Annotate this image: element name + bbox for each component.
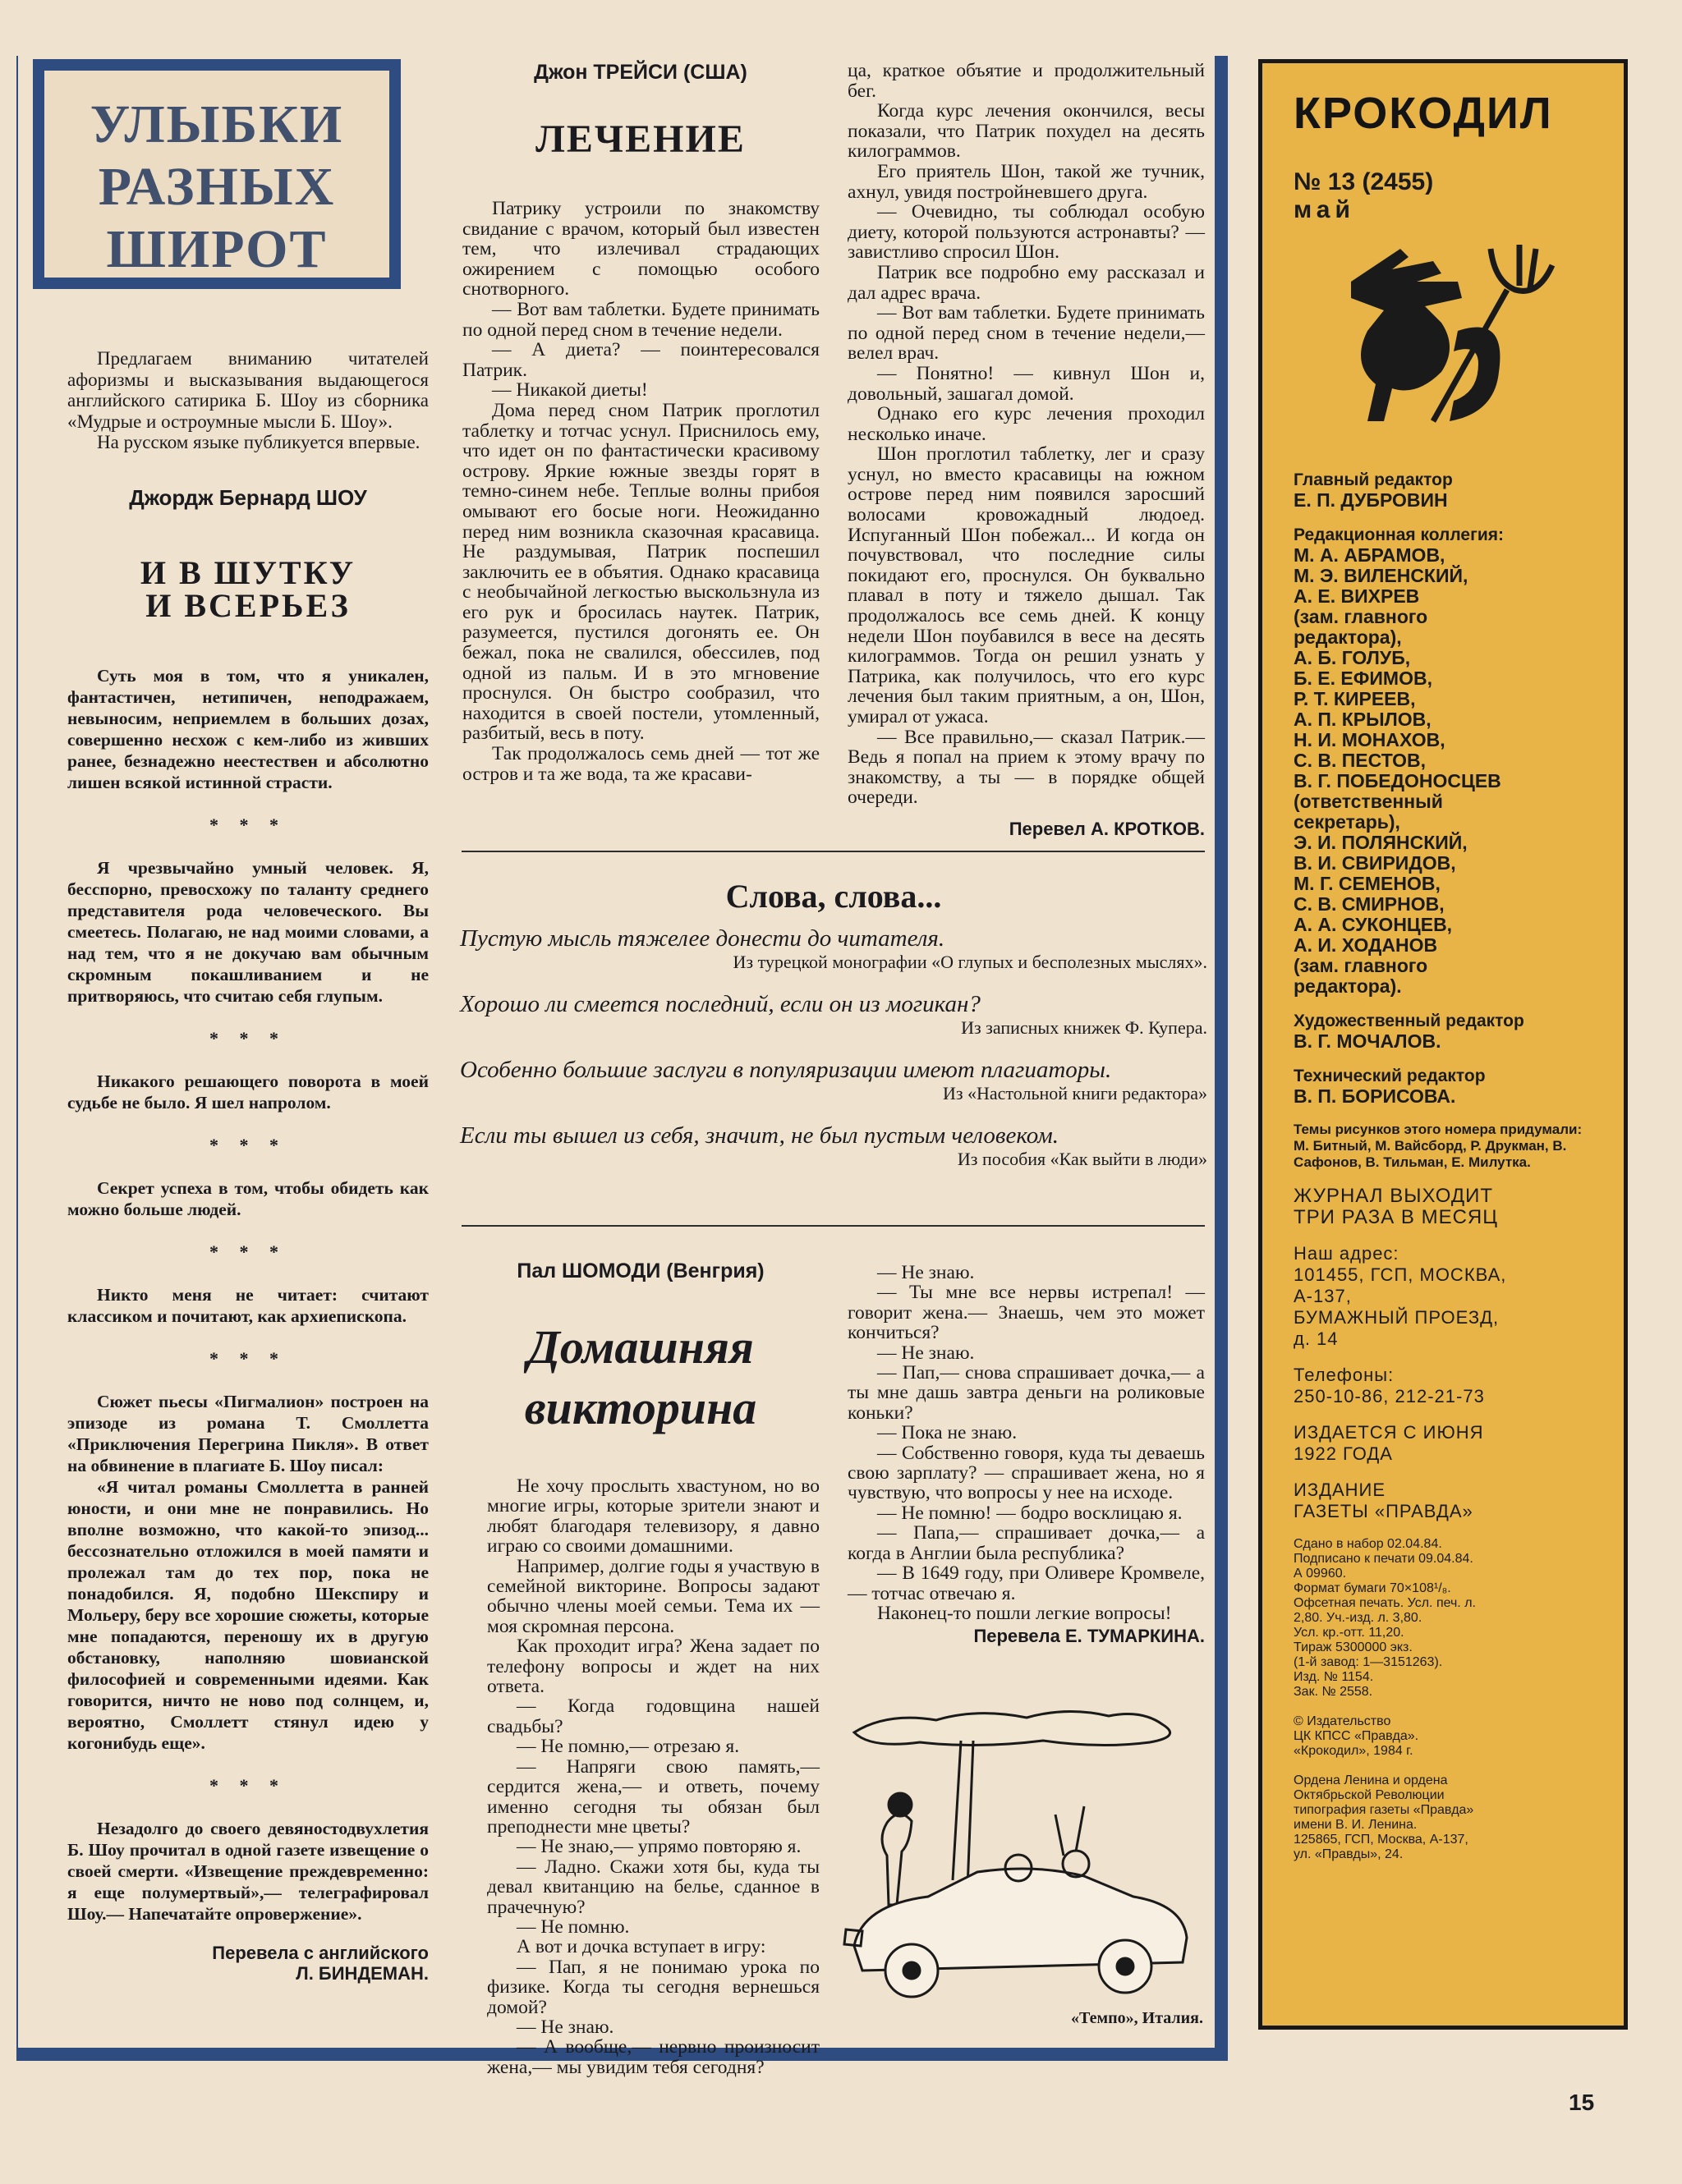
treatment-title: ЛЕЧЕНИЕ: [535, 117, 746, 161]
phones: Телефоны: 250-10-86, 212-21-73: [1294, 1365, 1485, 1406]
print-info: Сдано в набор 02.04.84. Подписано к печати 09.04.84. А 09960. Формат бумаги 70×108¹/₈. Офсетная печать. Усл. печ. л. 2,80. Уч.-изд. л. 3,80. Усл. кр.-отт. 11,20. Тираж 5300000 экз. (1-й завод: 1—3151263). Изд. № 1154. Зак. № 2558.: [1294, 1537, 1476, 1699]
words-quote: Пустую мысль тяжелее донести до читателя.: [460, 925, 945, 952]
aphorism: Никто меня не читает: считают классиком и почитают, как архиепископа.: [67, 1284, 429, 1326]
separator: * * *: [209, 1134, 287, 1155]
quiz-author: Пал ШОМОДИ (Венгрия): [517, 1259, 765, 1282]
address: Наш адрес: 101455, ГСП, МОСКВА, А-137, БУМАЖНЫЙ ПРОЕЗД, д. 14: [1294, 1243, 1507, 1349]
tech-editor: В. П. БОРИСОВА.: [1294, 1085, 1456, 1107]
copyright: © Издательство ЦК КПСС «Правда». «Крокодил», 1984 г.: [1294, 1714, 1419, 1758]
publisher: ИЗДАНИЕ ГАЗЕТЫ «ПРАВДА»: [1294, 1480, 1473, 1521]
words-section: [460, 877, 1207, 1188]
treatment-author: Джон ТРЕЙСИ (США): [534, 61, 747, 84]
shaw-title: И В ШУТКУ И ВСЕРЬЕЗ: [140, 553, 356, 624]
frequency: ЖУРНАЛ ВЫХОДИТ ТРИ РАЗА В МЕСЯЦ: [1294, 1185, 1498, 1228]
shaw-credit: Перевела с английского Л. БИНДЕМАН.: [212, 1942, 429, 1984]
separator: * * *: [209, 1347, 287, 1369]
aphorism: Незадолго до своего девяностодвухлетия Б. Шоу прочитал в одной газете извещение о своей смерти. «Извещение преждевременно: я еще полумертвый»,— телеграфировал Шоу.— Напечатайте опровержение».: [67, 1818, 429, 1924]
cartoon-car-illustration: [838, 1700, 1207, 2020]
printer-info: Ордена Ленина и ордена Октябрьской Революции типография газеты «Правда» имени В. И. Ленина. 125865, ГСП, Москва, А-137, ул. «Правды», 24.: [1294, 1773, 1474, 1861]
shaw-intro: Предлагаем вниманию читателей афоризмы и высказывания выдающегося английского сатирика Б. Шоу из сборника «Мудрые и остроумные мысли Б. Шоу».: [67, 348, 429, 432]
treatment-credit: Перевел А. КРОТКОВ.: [1009, 818, 1205, 839]
crocodile-logo-icon: [1318, 232, 1614, 446]
words-source: Из пособия «Как выйти в люди»: [957, 1149, 1207, 1169]
shaw-author: Джордж Бернард ШОУ: [129, 484, 367, 510]
separator: * * *: [209, 1774, 287, 1796]
words-source: Из «Настольной книги редактора»: [942, 1083, 1207, 1103]
separator: * * *: [209, 814, 287, 835]
aphorism: Никакого решающего поворота в моей судьбе не было. Я шел напролом.: [67, 1071, 429, 1113]
quiz-col1: Не хочу прослыть хвастуном, но во многие игры, которые зрители знают и любят благодаря телевизору, я давно играю со своими домашними. Например, долгие годы я участвую в семейной викторине. Вопросы задают обычно члены моей семьи. Тема их — моя скромная персона. Как проходит игра? Жена задает по телефону вопросы и ждет на них ответа. — Когда годовщина нашей свадьбы? — Не помню,— отрезаю я. — Напряги свою память,— сердится жена,— и ответь, почему именно сегодня ты обязан был преподнести мне цветы? — Не знаю,— упрямо повторяю я. — Ладно. Скажи хотя бы, куда ты девал квитанцию на белье, сданное в прачечную? — Не помню. А вот и дочка вступает в игру: — Пап, я не понимаю урока по физике. Когда ты сегодня вернешься домой? — Не знаю. — А вообще,— нервно произносит жена,— мы увидим тебя сегодня?: [487, 1475, 820, 2078]
themes-note: Темы рисунков этого номера придумали: М. Битный, М. Вайсборд, Р. Друкман, В. Сафонов, В. Тильман, Е. Милутка.: [1294, 1122, 1583, 1170]
magazine-title: КРОКОДИЛ: [1294, 89, 1553, 138]
masthead-sidebar: КРОКОДИЛ № 13 (2455) май Главный редактор Е. П. ДУБРОВИН Редакционная коллегия: М. А. АБРАМОВ, М. Э. ВИЛЕНСКИЙ, А. Е. ВИХРЕВ (зам. главного редактора), А. Б. ГОЛУБ, Б. Е. ЕФИМОВ, Р. Т. КИРЕЕВ, А. П. КРЫЛОВ, Н. И. МОНАХОВ, С. В. ПЕСТОВ, В. Г. ПОБЕДОНОСЦЕВ (ответственный секретарь), Э. И. ПОЛЯНСКИЙ, В. И. СВИРИДОВ, М. Г. СЕМЕНОВ, С. В. СМИРНОВ, А. А. СУКОНЦЕВ, А. И. ХОДАНОВ (зам. главного редактора). Художественный редактор В. Г. МОЧАЛОВ. Технический редактор В. П. БОРИСОВА. Темы рисунков этого номера придумали: М. Битный, М. Вайсборд, Р. Друкман, В. Сафонов, В. Тильман, Е. Милутка. ЖУРНАЛ ВЫХОДИТ ТРИ РАЗА В МЕСЯЦ Наш адрес: 101455, ГСП, МОСКВА, А-137, БУМАЖНЫЙ ПРОЕЗД, д. 14 Телефоны: 250-10-86, 212-21-73 ИЗДАЕТСЯ С ИЮНЯ 1922 ГОДА ИЗДАНИЕ ГАЗЕТЫ «ПРАВДА» Сдано в набор 02.04.84. Подписано к печати 09.04.84. А 09960. Формат бумаги 70×108¹/₈. Офсетная печать. Усл. печ. л. 2,80. Уч.-изд. л. 3,80. Усл. кр.-отт. 11,20. Тираж 5300000 экз. (1-й завод: 1—3151263). Изд. № 1154. Зак. № 2558. © Издательство ЦК КПСС «Правда». «Крокодил», 1984 г. Ордена Ленина и ордена Октябрьской Революции типография газеты «Правда» имени В. И. Ленина. 125865, ГСП, Москва, А-137, ул. «Правды», 24.: [1258, 59, 1628, 2030]
aphorism: Я чрезвычайно умный человек. Я, бесспорно, превосхожу по таланту среднего представителя рода человеческого. Вы смеетесь. Полагаю, не над моими словами, а над тем, что я не докучаю вам обычным скромным покашливанием и не притворяюсь, что считаю себя глупым.: [67, 857, 429, 1006]
art-editor: В. Г. МОЧАЛОВ.: [1294, 1030, 1441, 1052]
words-quote: Хорошо ли смеется последний, если он из могикан?: [460, 991, 981, 1017]
separator: * * *: [209, 1241, 287, 1262]
words-source: Из турецкой монографии «О глупых и бесполезных мыслях».: [733, 952, 1207, 972]
aphorism: Секрет успеха в том, чтобы обидеть как можно больше людей.: [67, 1177, 429, 1219]
words-source: Из записных книжек Ф. Купера.: [961, 1017, 1207, 1038]
issue-month: май: [1294, 196, 1355, 223]
section-title-box: [33, 59, 401, 289]
separator: * * *: [209, 1027, 287, 1048]
treatment-col1: Патрику устроили по знакомству свидание с врачом, который был известен тем, что излечивал страдающих ожирением с помощью особого снотворного. — Вот вам таблетки. Будете принимать по одной перед сном в течение недели. — А диета? — поинтересовался Патрик. — Никакой диеты! Дома перед сном Патрик проглотил таблетку и тотчас уснул. Приснилось ему, что идет он по фантастически красивому острову. Яркие южные звезды горят в темно-синем небе. Теплые волны прибоя омывают его босые ноги. Неожиданно перед ним возникла сказочная красавица. Не раздумывая, Патрик поспешил заключить ее в объятия. Однако красавица с необычайной легкостью выскользнула из его рук и бросилась наутек. Патрик, разумеется, пустился догонять ее. Он бежал, пока не свалился, обессилев, под одной из пальм. И в это мгновение проснулся. Он быстро сообразил, что находится в своей постели, утомленный, разбитый, весь в поту. Так продолжалось семь дней — тот же остров и та же вода, та же красави-: [462, 198, 820, 785]
section-title: УЛЫБКИ РАЗНЫХ ШИРОТ: [90, 94, 344, 279]
editorial-board: М. А. АБРАМОВ, М. Э. ВИЛЕНСКИЙ, А. Е. ВИХРЕВ (зам. главного редактора), А. Б. ГОЛУБ, Б. Е. ЕФИМОВ, Р. Т. КИРЕЕВ, А. П. КРЫЛОВ, Н. И. МОНАХОВ, С. В. ПЕСТОВ, В. Г. ПОБЕДОНОСЦЕВ (ответственный секретарь), Э. И. ПОЛЯНСКИЙ, В. И. СВИРИДОВ, М. Г. СЕМЕНОВ, С. В. СМИРНОВ, А. А. СУКОНЦЕВ, А. И. ХОДАНОВ (зам. главного редактора).: [1294, 544, 1501, 997]
aphorism: Суть моя в том, что я уникален, фантастичен, нетипичен, неподражаем, невыносим, неприемлем в больших дозах, совершенно несхож с кем-либо из живших ранее, безнадежно неестествен и абсолютно лишен всякой истинной страсти.: [67, 665, 429, 792]
quiz-col2: — Не знаю. — Ты мне все нервы истрепал! — говорит жена.— Знаешь, чем это может кончиться? — Не знаю. — Пап,— снова спрашивает дочка,— а ты мне дашь завтра деньги на роликовые коньки? — Пока не знаю. — Собственно говоря, куда ты деваешь свою зарплату? — спрашивает жена, но я чувствую, что вопросы у нее на исходе. — Не помню! — бодро восклицаю я. — Папа,— спрашивает дочка,— а когда в Англии была республика? — В 1649 году, при Оливере Кромвеле,— тотчас отвечаю я. Наконец-то пошли легкие вопросы! Перевела Е. ТУМАРКИНА.: [848, 1262, 1205, 1647]
aphorism: «Я читал романы Смоллетта в ранней юности, и они мне не понравились. Но вполне возможно, что какой-то эпизод... бессознательно отложился в моей памяти и пролежал там до тех пор, пока не понадобился. Я, подобно Шекспиру и Мольеру, беру все хорошие сюжеты, которые мне попадаются, переношу их в другую обстановку, наполняю шовианской философией и современными идеями. Как говорится, ничто не ново под солнцем, и, вероятно, Смоллетт стянул идею у когонибудь еще».: [67, 1476, 429, 1753]
aphorism: Сюжет пьесы «Пигмалион» построен на эпизоде из романа Т. Смоллетта «Приключения Перегрина Пикля». В ответ на обвинение в плагиате Б. Шоу писал:: [67, 1391, 429, 1475]
treatment-col2: ца, краткое объятие и продолжительный бег. Когда курс лечения окончился, весы показали, что Патрик похудел на десять килограммов. Его приятель Шон, такой же тучник, ахнул, увидя постройневшего друга. — Очевидно, ты соблюдал особую диету, которой пользуются астронавты? — завистливо спросил Шон. Патрик все подробно ему рассказал и дал адрес врача. — Вот вам таблетки. Будете принимать по одной перед сном в течение недели,— велел врач. — Понятно! — кивнул Шон и, довольный, зашагал домой. Однако его курс лечения проходил несколько иначе. Шон проглотил таблетку, лег и сразу уснул, но вместо красавицы на южном острове перед ним появился заросший волосами кровожадный людоед. Испуганный Шон побежал... И когда он почувствовал, что последние силы покидают его, проснулся. Он буквально плавал в поту и тяжело дышал. Так продолжалось все семь дней. К концу недели Шон поубавился в весе на десять килограммов. Тогда он решил узнать у Патрика, как получилось, что его курс лечения был таким приятным, а он, Шон, умирал от ужаса. — Все правильно,— сказал Патрик.— Ведь я попал на прием к этому врачу по знакомству, а ты — в порядке общей очереди. Перевел А. КРОТКОВ.: [848, 60, 1205, 839]
cartoon-caption: «Темпо», Италия.: [1071, 2009, 1203, 2027]
issue-number: № 13 (2455): [1294, 168, 1434, 195]
words-title: Слова, слова...: [725, 878, 942, 915]
divider: [462, 851, 1205, 852]
quiz-credit: Перевела Е. ТУМАРКИНА.: [973, 1626, 1205, 1647]
quiz-title: Домашняя викторина: [524, 1320, 757, 1434]
chief-editor: Е. П. ДУБРОВИН: [1294, 489, 1448, 511]
page-number: 15: [1569, 2090, 1595, 2115]
words-quote: Особенно большие заслуги в популяризации имеют плагиаторы.: [460, 1057, 1112, 1083]
published-since: ИЗДАЕТСЯ С ИЮНЯ 1922 ГОДА: [1294, 1422, 1484, 1464]
words-quote: Если ты вышел из себя, значит, не был пустым человеком.: [460, 1122, 1059, 1149]
shaw-column: [67, 348, 429, 1984]
divider: [462, 1225, 1205, 1227]
shaw-intro-2: На русском языке публикуется впервые.: [97, 432, 420, 453]
